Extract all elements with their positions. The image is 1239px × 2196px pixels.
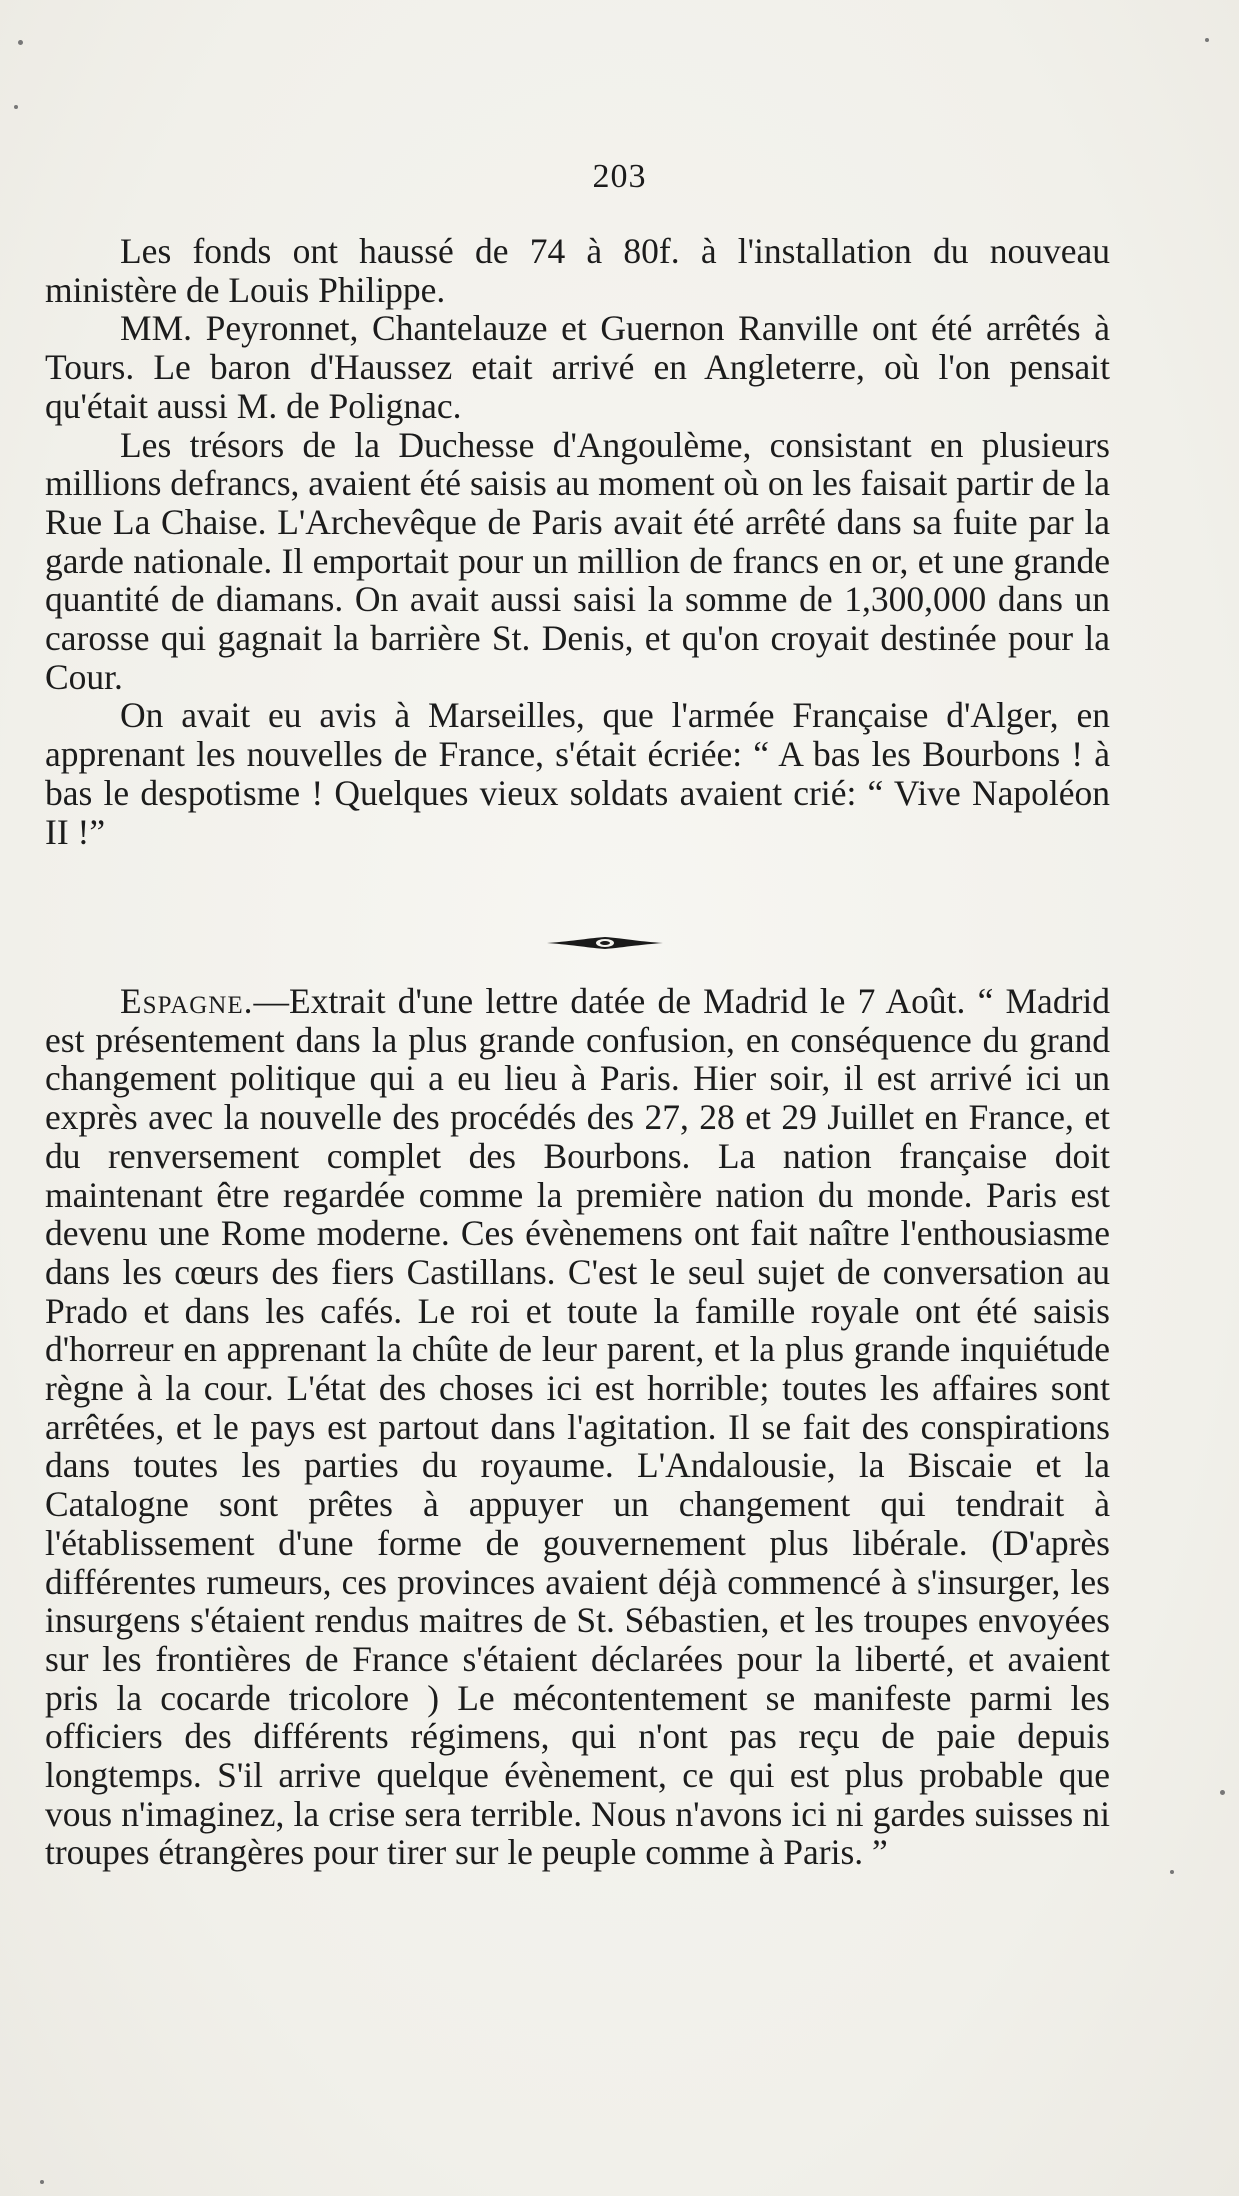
section-divider-ornament [545, 932, 665, 954]
paragraph-marseilles: On avait eu avis à Marseilles, que l'armée Française d'Alger, en apprenant les nouvelles de France, s'était écriée: “ A bas les Bourbons ! à bas le despotisme ! Quelques vieux soldats avaient crié: “ Vive Napoléon II !” [45, 695, 1110, 852]
news-section-france [45, 232, 1110, 851]
paragraph-funds: Les fonds ont haussé de 74 à 80f. à l'installation du nouveau ministère de Louis Philippe. [45, 231, 1110, 310]
news-section-spain [45, 982, 1110, 1872]
paragraph-arrests: MM. Peyronnet, Chantelauze et Guernon Ranville ont été arrêtés à Tours. Le baron d'Haussez etait arrivé en Angleterre, où l'on pensait qu'était aussi M. de Polignac. [45, 308, 1110, 426]
page-number: 203 [592, 158, 647, 195]
spain-letter-text: —Extrait d'une lettre datée de Madrid le 7 Août. “ Madrid est présentement dans la plus grande confusion, en conséquence du grand changement politique qui a eu lieu à Paris. Hier soir, il est arrivé ici un exprès avec la nouvelle des procédés des 27, 28 et 29 Juillet en France, et du renversement complet des Bourbons. La nation française doit maintenant être regardée comme la première nation du monde. Paris est devenu une Rome moderne. Ces évènemens ont fait naître l'enthousiasme dans les cœurs des fiers Castillans. C'est le seul sujet de conversation au Prado et dans les cafés. Le roi et toute la famille royale ont été saisis d'horreur en apprenant la chûte de leur parent, et la plus grande inquiétude règne à la cour. L'état des choses ici est horrible; toutes les affaires sont arrêtées, et le pays est partout dans l'agitation. Il se fait des conspirations dans toutes les parties du royaume. L'Andalousie, la Biscaie et la Catalogne sont prêtes à appuyer un changement qui tendrait à l'établissement d'une forme de gouvernement plus libérale. (D'après différentes rumeurs, ces provinces avaient déjà commencé à s'insurger, les insurgens s'étaient rendus maitres de St. Sébastien, et les troupes envoyées sur les frontières de France s'étaient déclarées pour la liberté, et avaient pris la cocarde tricolore ) Le mécontentement se manifeste parmi les officiers des différents régimens, qui n'ont pas reçu de paie depuis longtemps. S'il arrive quelque évènement, ce qui est plus probable que vous n'imaginez, la crise sera terrible. Nous n'avons ici ni gardes suisses ni troupes étrangères pour tirer sur le peuple comme à Paris. ” [45, 981, 1110, 1873]
paper-speck [1170, 1870, 1174, 1874]
paragraph-treasures: Les trésors de la Duchesse d'Angoulème, consistant en plusieurs millions defrancs, avaient été saisis au moment où on les faisait partir de la Rue La Chaise. L'Archevêque de Paris avait été arrêté dans sa fuite par la garde nationale. Il emportait pour un million de francs en or, et une grande quantité de diamans. On avait aussi saisi la somme de 1,300,000 dans un carosse qui gagnait la barrière St. Denis, et qu'on croyait destinée pour la Cour. [45, 424, 1110, 697]
paper-speck [14, 105, 18, 109]
paper-speck [1205, 38, 1209, 42]
paper-speck [18, 40, 23, 45]
section-heading-spain: Espagne. [120, 981, 254, 1021]
paper-speck [1220, 1790, 1225, 1795]
paper-speck [40, 2180, 44, 2184]
paragraph-spain-letter [45, 982, 1110, 1872]
